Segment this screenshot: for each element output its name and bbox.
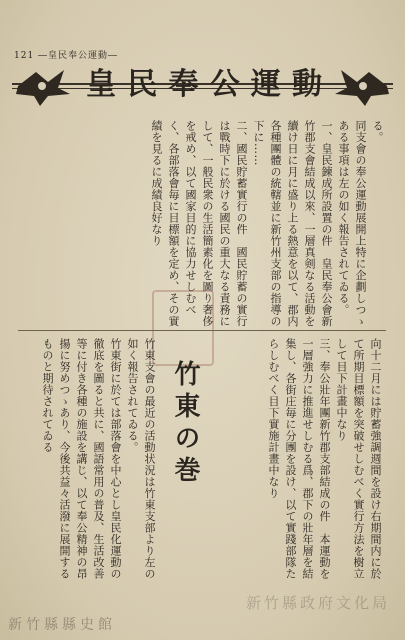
section-title: 竹東の巻 — [170, 360, 200, 488]
lower-right-text: 向十二月には貯蓄強調週間を設け右期間内に於て所期目標額を突破せしむべく實行方法を樹立して目下計畫中なり 三、奉公壯年團新竹郡支部結成の件 本運動を一層強力に推進せしむる爲、郡下の壯年層を結集し、各街庄毎に分團を設け、以て實踐部隊たらしむべく目下實施計畫中なり — [267, 338, 382, 580]
banner-char-3: 奉 — [168, 67, 199, 102]
running-head: 121 ―皇民奉公運動― — [14, 51, 119, 61]
banner-title — [86, 64, 322, 106]
lower-left-body-text — [18, 338, 158, 588]
banner-char-1: 皇 — [86, 67, 116, 102]
title-banner — [12, 62, 393, 112]
section-divider — [18, 330, 386, 331]
banner-char-6: 動 — [291, 67, 322, 102]
lower-left-text: 竹東支會の最近の活動状況は竹東支部より左の如く報告されてゐる。 竹東街に於ては部落會を中心とし皇民化運動の徹底を圖ると共に、國語常用の普及、生活改善等に付き各種の施設を講じ、以て奉公精神の昂揚に努めつゝあり、今後共益々活潑に展開するものと期待されてゐる — [41, 338, 156, 580]
watermark: 新竹縣政府文化局 — [246, 594, 391, 612]
banner-char-5: 運 — [250, 67, 281, 102]
lower-right-body-text — [246, 338, 384, 588]
upper-text: る。 同支會の奉公運動展開上特に企劃しつゝある事項は左の如く報告されてゐる。 一、皇民鍊成所設置の件 皇民奉公會新竹郡支會結成以來、一層真剣なる活動を續け日に月に盛り上る熱意を以て、郡内各種團體の統轄並に新竹州支部の指導の下に…… 二、國民貯蓄實行の件 國民貯蓄の實行は戰時下に於ける國民の重大なる責務にして、一般民衆の生活簡素化を圖り奢侈を戒め、以て國家目的に協力せしむべく、各部落會毎に目標額を定め、その實績を見るに成績良好なり — [150, 120, 384, 327]
library-stamp — [152, 290, 214, 366]
library-mark: 新竹縣縣史館 — [8, 617, 116, 633]
banner-char-4: 公 — [209, 67, 240, 102]
banner-char-2: 民 — [127, 67, 158, 102]
